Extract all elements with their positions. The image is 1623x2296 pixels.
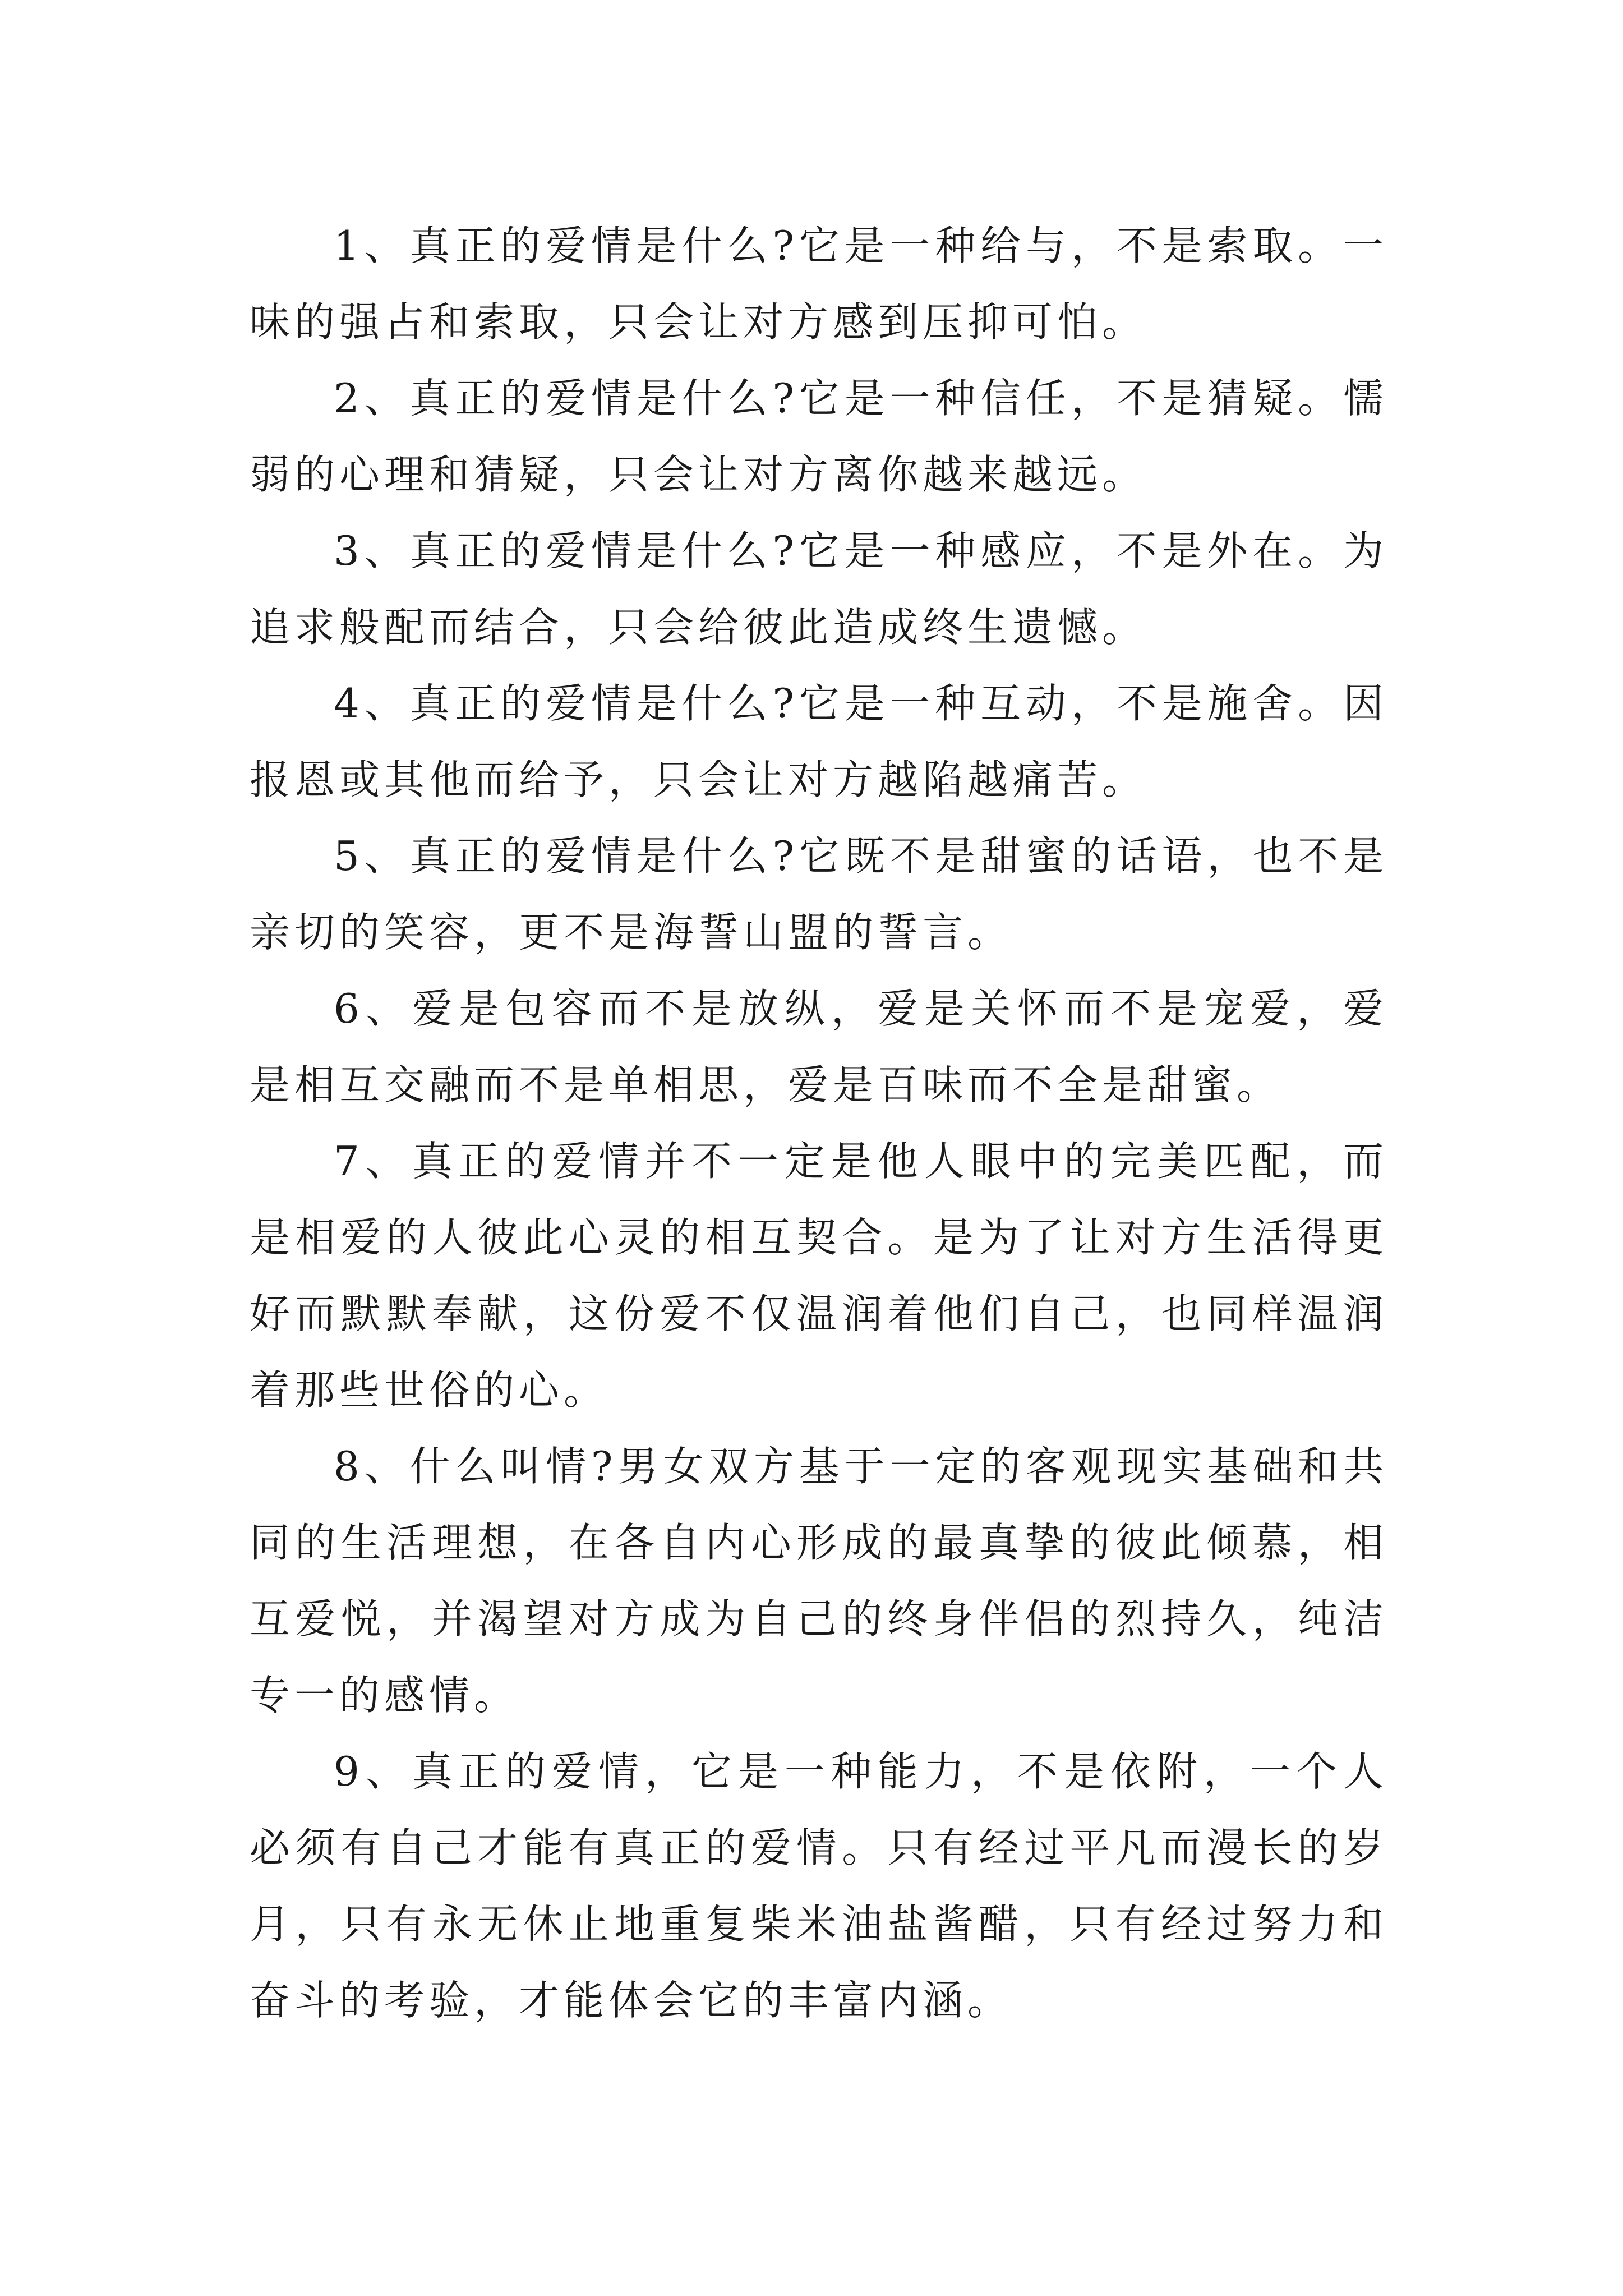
paragraph-2: 2、真正的爱情是什么?它是一种信任，不是猜疑。懦弱的心理和猜疑，只会让对方离你越来越远。 bbox=[250, 375, 1388, 498]
document-body bbox=[250, 208, 1388, 2039]
paragraph-1: 1、真正的爱情是什么?它是一种给与，不是索取。一味的强占和索取，只会让对方感到压抑可怕。 bbox=[250, 222, 1388, 346]
paragraph-3: 3、真正的爱情是什么?它是一种感应，不是外在。为追求般配而结合，只会给彼此造成终生遗憾。 bbox=[250, 527, 1388, 651]
paragraph-6: 6、爱是包容而不是放纵，爱是关怀而不是宠爱，爱是相互交融而不是单相思，爱是百味而不全是甜蜜。 bbox=[250, 985, 1388, 1108]
paragraph-5: 5、真正的爱情是什么?它既不是甜蜜的话语，也不是亲切的笑容，更不是海誓山盟的誓言。 bbox=[250, 832, 1388, 956]
paragraph-9: 9、真正的爱情，它是一种能力，不是依附，一个人必须有自己才能有真正的爱情。只有经过平凡而漫长的岁月，只有永无休止地重复柴米油盐酱醋，只有经过努力和奋斗的考验，才能体会它的丰富内涵。 bbox=[250, 1748, 1388, 2024]
paragraph-7: 7、真正的爱情并不一定是他人眼中的完美匹配，而是相爱的人彼此心灵的相互契合。是为了让对方生活得更好而默默奉献，这份爱不仅温润着他们自己，也同样温润着那些世俗的心。 bbox=[250, 1138, 1388, 1414]
paragraph-8: 8、什么叫情?男女双方基于一定的客观现实基础和共同的生活理想，在各自内心形成的最真挚的彼此倾慕，相互爱悦，并渴望对方成为自己的终身伴侣的烈持久，纯洁专一的感情。 bbox=[250, 1443, 1388, 1719]
paragraph-4: 4、真正的爱情是什么?它是一种互动，不是施舍。因报恩或其他而给予，只会让对方越陷越痛苦。 bbox=[250, 680, 1388, 803]
